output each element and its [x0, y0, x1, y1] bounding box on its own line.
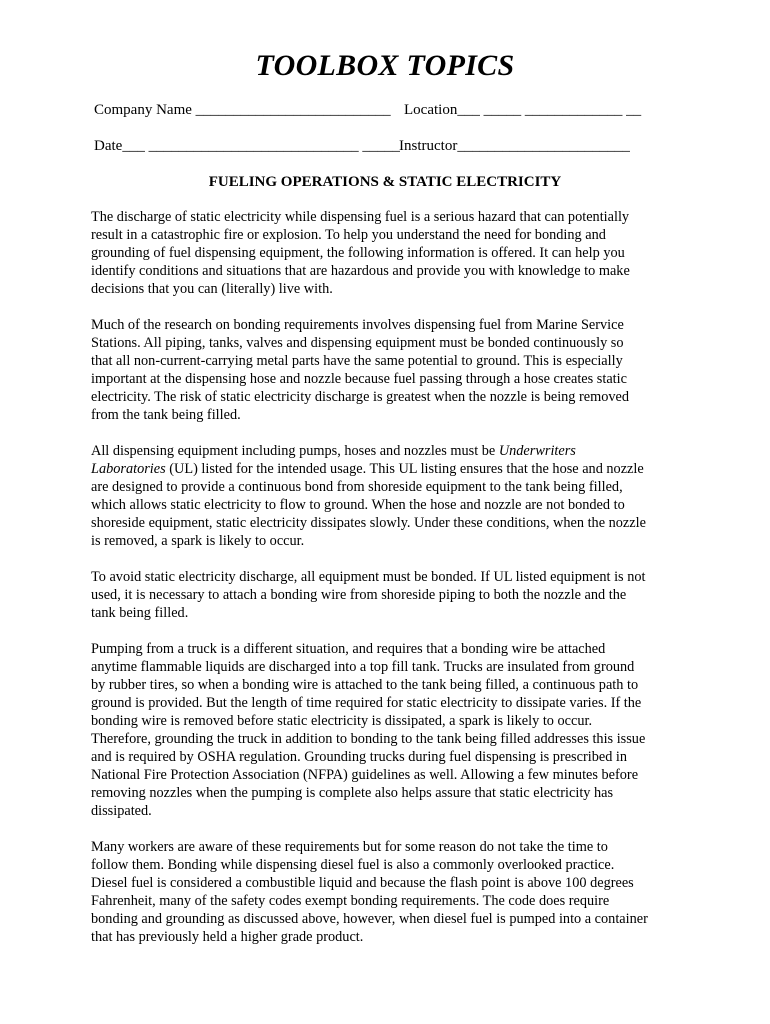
paragraph-4: To avoid static electricity discharge, all equipment must be bonded. If UL listed equipment is not used, it is necessary to attach a bonding wire from shoreside piping to both the nozzle and the tank being filled. [91, 569, 646, 621]
section-heading: FUELING OPERATIONS & STATIC ELECTRICITY [208, 174, 562, 190]
company-name-field[interactable]: Company Name __________________________ [94, 102, 391, 118]
paragraph-6: Many workers are aware of these requirements but for some reason do not take the time to follow them. Bonding while dispensing diesel fuel is also a commonly overlooked practice. Diesel fuel is considered a combustible liquid and because the flash point is above 100 degrees Fahrenheit, many of the safety codes exempt bonding requirements. The code does require bonding and grounding as discussed above, however, when diesel fuel is pumped into a container that has previously held a higher grade product. [91, 839, 648, 945]
location-field[interactable]: Location___ _____ _____________ __ [404, 102, 642, 118]
paragraph-1: The discharge of static electricity while dispensing fuel is a serious hazard that can potentially result in a catastrophic fire or explosion. To help you understand the need for bonding and grounding of fuel dispensing equipment, the following information is offered. It can help you identify conditions and situations that are hazardous and provide you with knowledge to make decisions that you can (literally) live with. [91, 209, 630, 297]
date-field[interactable]: Date___ ____________________________ _____ [94, 138, 400, 154]
paragraph-3-rest: (UL) listed for the intended usage. This UL listing ensures that the hose and nozzle are designed to provide a continuous bond from shoreside equipment to the tank being filled, which allows static electricity to flow to ground. When the hose and nozzle are not bonded to shoreside equipment, static electricity dissipates slowly. Under these conditions, when the nozzle is removed, a spark is likely to occur. [91, 461, 646, 549]
instructor-field[interactable]: Instructor_______________________ [399, 138, 630, 154]
paragraph-2: Much of the research on bonding requirements involves dispensing fuel from Marine Service Stations. All piping, tanks, valves and dispensing equipment must be bonded continuously so that all non-current-carrying metal parts have the same potential to ground. This is especially important at the dispensing hose and nozzle because fuel passing through a hose creates static electricity. The risk of static electricity discharge is greatest when the nozzle is being removed from the tank being filled. [91, 317, 630, 423]
paragraph-3-intro: All dispensing equipment including pumps, hoses and nozzles must be [91, 443, 499, 459]
paragraph-3 [91, 442, 687, 550]
underwriters-laboratories-text: Underwriters Laboratories [91, 443, 576, 477]
page-title: TOOLBOX TOPICS [255, 49, 515, 82]
body-text [91, 208, 687, 964]
paragraph-5: Pumping from a truck is a different situation, and requires that a bonding wire be attached anytime flammable liquids are discharged into a top fill tank. Trucks are insulated from ground by rubber tires, so when a bonding wire is attached to the tank being filled, a continuous path to ground is provided. But the length of time required for static electricity to dissipate varies. If the bonding wire is removed before static electricity is dissipated, a spark is likely to occur. Therefore, grounding the truck in addition to bonding to the tank being filled addresses this issue and is required by OSHA regulation. Grounding trucks during fuel dispensing is prescribed in National Fire Protection Association (NFPA) guidelines as well. Allowing a few minutes before removing nozzles when the pumping is complete also helps assure that static electricity has dissipated. [91, 641, 646, 819]
